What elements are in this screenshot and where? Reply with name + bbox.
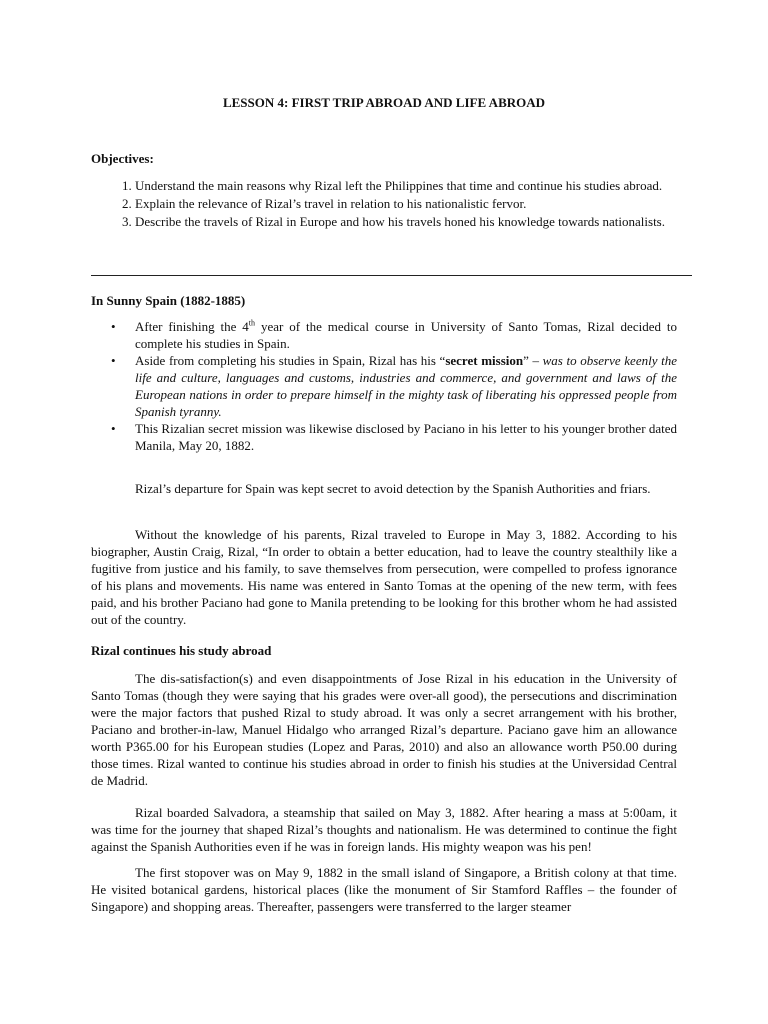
body-paragraph: Rizal boarded Salvadora, a steamship that sailed on May 3, 1882. After hearing a mass at 5:00am, it was time for the journey that shaped Rizal’s thoughts and nationalism. He was determined to continue the fight against the Spanish Authorities even if he was in foreign lands. His mighty weapon was his pen! — [91, 805, 677, 854]
ordinal-superscript: th — [248, 318, 256, 328]
body-paragraph: The first stopover was on May 9, 1882 in the small island of Singapore, a British colony at that time. He visited botanical gardens, historical places (like the monument of Sir Stamford Raffles – the founder of Singapore) and shopping areas. Thereafter, passengers were transferred to the larger steamer — [91, 865, 677, 914]
objective-item: 3. Describe the travels of Rizal in Europe and how his travels honed his knowledge towards nationalists. — [135, 213, 677, 230]
departure-note: Rizal’s departure for Spain was kept secret to avoid detection by the Spanish Authorities and friars. — [135, 481, 651, 496]
body-paragraph: The dis-satisfaction(s) and even disappointments of Jose Rizal in his education in the University of Santo Tomas (though they were saying that his grades were over-all good), the persecutions and discrimination were the major factors that pushed Rizal to study abroad. It was only a secret arrangement with his brother, Paciano and brother-in-law, Manuel Hidalgo who arranged Rizal’s departure. Paciano gave him an allowance worth P365.00 for his European studies (Lopez and Paras, 2010) and also an allowance worth P50.00 during those times. Rizal wanted to continue his studies abroad in order to finish his studies at the Universidad Central de Madrid. — [91, 671, 677, 788]
secret-mission-term: secret mission — [445, 353, 524, 368]
objective-item: 1. Understand the main reasons why Rizal left the Philippines that time and continue his studies abroad. — [135, 177, 677, 194]
objective-item: 2. Explain the relevance of Rizal’s travel in relation to his nationalistic fervor. — [135, 195, 677, 212]
objectives-heading: Objectives: — [91, 151, 154, 166]
bullet-text-b: year of the medical course in University of Santo Tomas, Rizal decided to complete his studies in Spain. — [135, 319, 677, 351]
bullet-item — [135, 352, 677, 420]
section-heading-study-abroad: Rizal continues his study abroad — [91, 643, 272, 658]
section-heading-sunny-spain: In Sunny Spain (1882-1885) — [91, 293, 246, 308]
bullet-item: • This Rizalian secret mission was likewise disclosed by Paciano in his letter to his younger brother dated Manila, May 20, 1882. — [135, 420, 677, 454]
secret-mission-description: was to observe keenly the life and culture, languages and customs, industries and commerce, and government and laws of the European nations in order to prepare himself in the mighty task of liberating his oppressed people from Spanish tyranny. — [135, 353, 677, 419]
bullet-item — [135, 318, 677, 352]
objectives-list — [91, 177, 677, 231]
bullet-text-a: After finishing the 4 — [135, 319, 249, 334]
lesson-title: LESSON 4: FIRST TRIP ABROAD AND LIFE ABROAD — [222, 95, 546, 110]
horizontal-divider — [91, 275, 692, 276]
body-paragraph: Without the knowledge of his parents, Rizal traveled to Europe in May 3, 1882. According to his biographer, Austin Craig, Rizal, “In order to obtain a better education, had to leave the country stealthily like a fugitive from justice and his family, to save themselves from persecution, were compelled to profess ignorance of his plans and movements. His name was entered in Santo Tomas at the opening of the new term, with fees paid, and his brother Paciano had gone to Manila pretending to be looking for this brother whom he had assisted out of the country. — [91, 527, 677, 627]
sunny-spain-bullets — [91, 318, 677, 454]
bullet-text-b: ” – — [523, 353, 543, 368]
bullet-text-a: Aside from completing his studies in Spain, Rizal has his “ — [135, 353, 446, 368]
